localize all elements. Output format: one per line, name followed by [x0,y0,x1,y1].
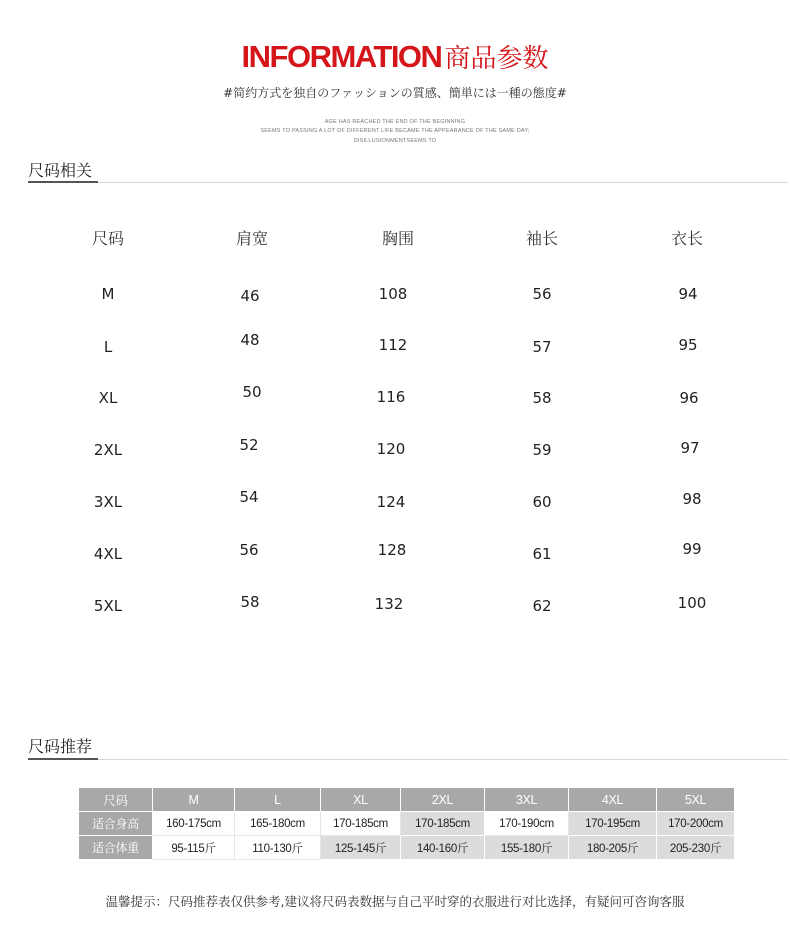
size-cell: 4XL [93,545,123,563]
table-header-cell: 5XL [657,788,735,812]
size-cell: M [101,285,115,303]
size-header-cell: 衣长 [670,229,703,248]
size-header-cell: 肩宽 [235,229,268,248]
table-row [79,812,735,836]
table-header-cell: 3XL [485,788,569,812]
size-section-title: 尺码相关 [28,161,93,180]
title-english: INFORMATION [241,39,442,74]
size-cell: 54 [239,488,259,506]
size-cell: 98 [682,490,702,508]
row-label-cell: 适合身高 [79,812,153,836]
size-cell: 116 [376,388,406,406]
page-title [0,38,790,75]
table-header-cell: 2XL [401,788,485,812]
size-cell: 50 [242,383,262,401]
tiny-caption-line: AGE HAS REACHED THE END OF THE BEGINNING [324,119,466,125]
table-cell: 205-230斤 [657,836,735,860]
table-cell: 95-115斤 [153,836,235,860]
size-cell: 108 [378,285,408,303]
size-cell: 132 [374,595,404,613]
size-cell: 2XL [93,441,123,459]
size-cell: 96 [679,389,699,407]
size-cell: 61 [532,545,552,563]
size-cell: 52 [239,436,259,454]
table-cell: 180-205斤 [569,836,657,860]
size-header-cell: 胸围 [381,229,414,248]
table-row [79,836,735,860]
tiny-caption-line: DISILLUSIONMENTSEEMS TO [353,138,437,144]
size-cell: 124 [376,493,406,511]
table-cell: 170-190cm [485,812,569,836]
size-cell: 58 [532,389,552,407]
section-divider [28,182,788,183]
size-cell: 95 [678,336,698,354]
size-recommend-table [78,787,735,860]
tip-text: 温馨提示：尺码推荐表仅供参考,建议将尺码表数据与自己平时穿的衣服进行对比选择，有疑问可咨询客服 [105,894,685,909]
table-cell: 110-130斤 [235,836,321,860]
size-cell: 100 [677,594,707,612]
size-cell: 97 [680,439,700,457]
tiny-caption-line: SEEMS TO PASSING A LOT OF DIFFERENT LIFE BECAME THE APPEARANCE OF THE SAME DAY; [260,128,530,134]
size-cell: 128 [377,541,407,559]
size-header-cell: 袖长 [525,229,558,248]
section-divider [28,759,788,760]
size-cell: 5XL [93,597,123,615]
size-cell: 3XL [93,493,123,511]
size-cell: L [103,338,113,356]
table-cell: 170-185cm [321,812,401,836]
size-header-cell: 尺码 [91,229,124,248]
size-cell: 62 [532,597,552,615]
size-cell: 120 [376,440,406,458]
size-cell: 99 [682,540,702,558]
row-label-cell: 适合体重 [79,836,153,860]
table-cell: 125-145斤 [321,836,401,860]
size-cell: 59 [532,441,552,459]
table-cell: 165-180cm [235,812,321,836]
title-chinese: 商品参数 [444,44,549,74]
table-header-cell: M [153,788,235,812]
size-cell: 56 [532,285,552,303]
table-cell: 155-180斤 [485,836,569,860]
section-underline [28,758,98,760]
size-cell: XL [98,389,118,407]
size-cell: 48 [240,331,260,349]
recommend-section-title: 尺码推荐 [28,737,93,756]
size-cell: 56 [239,541,259,559]
table-header-cell: L [235,788,321,812]
table-cell: 170-185cm [401,812,485,836]
table-cell: 170-200cm [657,812,735,836]
size-cell: 112 [378,336,408,354]
size-cell: 57 [532,338,552,356]
section-underline [28,181,98,183]
table-header-row [79,788,735,812]
table-cell: 140-160斤 [401,836,485,860]
table-header-cell: XL [321,788,401,812]
size-cell: 58 [240,593,260,611]
table-header-cell: 4XL [569,788,657,812]
size-cell: 46 [240,287,260,305]
table-header-cell: 尺码 [79,788,153,812]
subtitle: #简约方式を独自のファッションの質感、簡単には一種の態度# [223,86,567,100]
table-cell: 170-195cm [569,812,657,836]
table-cell: 160-175cm [153,812,235,836]
size-cell: 94 [678,285,698,303]
size-cell: 60 [532,493,552,511]
